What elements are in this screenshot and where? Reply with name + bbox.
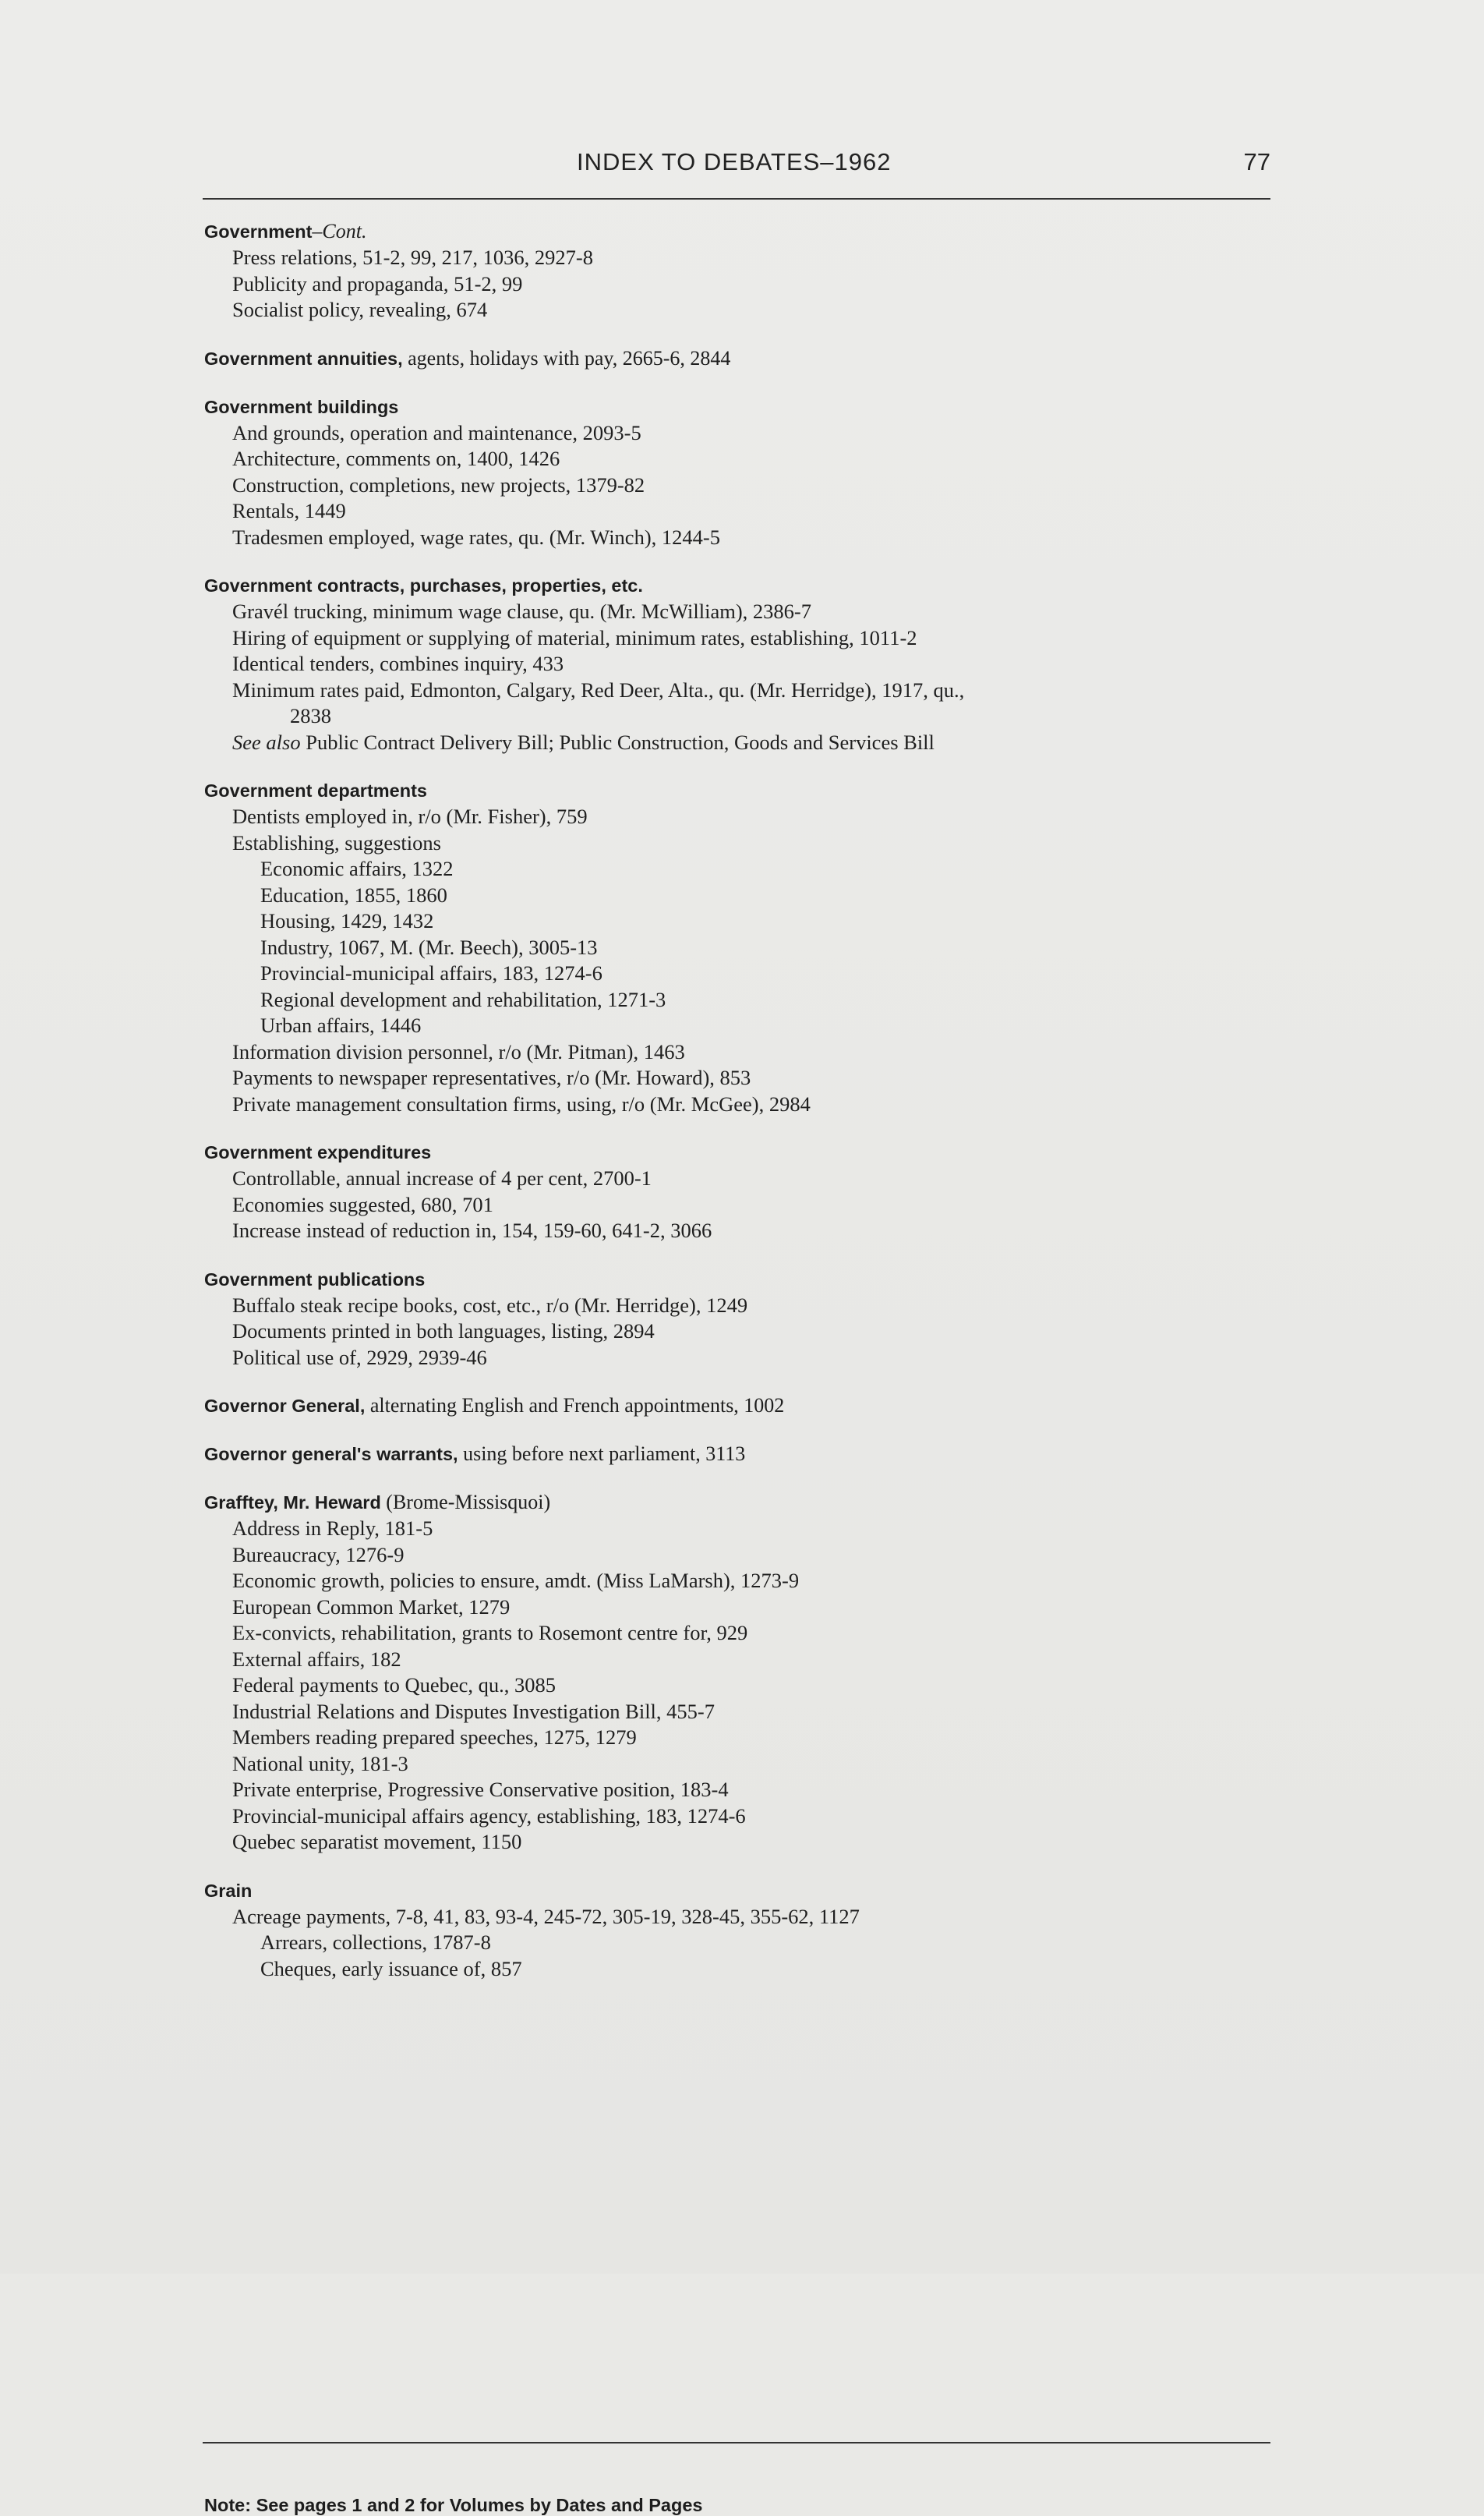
sub-subentry: Economic affairs, 1322 [260, 857, 454, 880]
sub-subentry: Housing, 1429, 1432 [260, 909, 434, 932]
sub-subentry: Regional development and rehabilitation, 1271-3 [260, 987, 666, 1011]
sub-subentry: Industry, 1067, M. (Mr. Beech), 3005-13 [260, 935, 598, 959]
subentry: National unity, 181-3 [232, 1751, 408, 1775]
subentry: Payments to newspaper representatives, r/o (Mr. Howard), 853 [232, 1066, 751, 1089]
entry-grafftey [204, 1489, 1280, 1856]
see-also-text: Public Contract Delivery Bill; Public Construction, Goods and Services Bill [300, 730, 935, 754]
entry-government-publications [204, 1266, 1280, 1371]
entry-heading: Grain [204, 1880, 253, 1901]
subentry: Establishing, suggestions [232, 830, 441, 855]
subentry: European Common Market, 1279 [232, 1594, 511, 1619]
header-rule [203, 198, 1270, 200]
subentry: And grounds, operation and maintenance, 2093-5 [232, 420, 641, 444]
entry-government-buildings [204, 394, 1280, 551]
footer-note: Note: See pages 1 and 2 for Volumes by Dates and Pages [204, 2495, 703, 2515]
entry-heading: Grafftey, Mr. Heward [204, 1492, 381, 1513]
subentry: Private management consultation firms, using, r/o (Mr. McGee), 2984 [232, 1092, 811, 1116]
see-also-reference [204, 730, 1280, 756]
heading-rest: using before next parliament, 3113 [458, 1442, 746, 1465]
entry-heading: Government contracts, purchases, properties, etc. [204, 575, 643, 596]
page-number: 77 [1243, 148, 1270, 175]
subentry: Industrial Relations and Disputes Investigation Bill, 455-7 [232, 1699, 715, 1723]
subentry: Provincial-municipal affairs agency, establishing, 183, 1274-6 [232, 1803, 746, 1828]
index-content [204, 218, 1280, 2004]
sub-subentry: Arrears, collections, 1787-8 [260, 1930, 491, 1954]
subentry: Construction, completions, new projects, 1379-82 [232, 472, 645, 497]
subentry: Minimum rates paid, Edmonton, Calgary, Red Deer, Alta., qu. (Mr. Herridge), 1917, qu., [232, 678, 965, 702]
subentry: Gravél trucking, minimum wage clause, qu. (Mr. McWilliam), 2386-7 [232, 600, 811, 623]
subentry: Buffalo steak recipe books, cost, etc., r/o (Mr. Herridge), 1249 [232, 1293, 748, 1317]
entry-government-expenditures [204, 1139, 1280, 1244]
subentry: Socialist policy, revealing, 674 [232, 298, 488, 321]
page-header [203, 148, 1270, 182]
subentry: Information division personnel, r/o (Mr. Pitman), 1463 [232, 1039, 685, 1063]
entry-grain [204, 1877, 1280, 1983]
subentry: Rentals, 1449 [232, 499, 346, 522]
sub-subentry: Cheques, early issuance of, 857 [260, 1956, 522, 1980]
subentry: Members reading prepared speeches, 1275, 1279 [232, 1725, 637, 1749]
entry-government-departments [204, 777, 1280, 1117]
entry-heading: Government annuities, [204, 348, 403, 369]
subentry: Controllable, annual increase of 4 per cent, 2700-1 [232, 1166, 652, 1190]
subentry: Quebec separatist movement, 1150 [232, 1830, 522, 1853]
sub-subentry: Education, 1855, 1860 [260, 883, 447, 907]
page-title: INDEX TO DEBATES–1962 [577, 148, 892, 175]
see-also-label: See also [232, 730, 301, 754]
entry-government-annuities [204, 345, 1280, 372]
entry-heading: Government [204, 221, 313, 242]
subentry-continuation: 2838 [290, 704, 331, 727]
heading-rest: alternating English and French appointments, 1002 [365, 1394, 785, 1417]
subentry: Economies suggested, 680, 701 [232, 1192, 493, 1216]
heading-suffix: –Cont. [312, 220, 367, 242]
subentry: Increase instead of reduction in, 154, 159-60, 641-2, 3066 [232, 1219, 712, 1242]
subentry: Bureaucracy, 1276-9 [232, 1542, 405, 1566]
subentry: Identical tenders, combines inquiry, 433 [232, 652, 564, 675]
sub-subentry: Urban affairs, 1446 [260, 1014, 422, 1037]
entry-governor-generals-warrants [204, 1441, 1280, 1467]
subentry: Economic growth, policies to ensure, amdt. (Miss LaMarsh), 1273-9 [232, 1569, 800, 1592]
entry-heading: Governor General, [204, 1396, 366, 1416]
subentry: Acreage payments, 7-8, 41, 83, 93-4, 245-72, 305-19, 328-45, 355-62, 1127 [232, 1904, 860, 1928]
entry-governor-general [204, 1392, 1280, 1419]
subentry: External affairs, 182 [232, 1647, 401, 1671]
heading-rest: (Brome-Missisquoi) [380, 1491, 551, 1513]
sub-subentry: Provincial-municipal affairs, 183, 1274-6 [260, 961, 602, 985]
entry-heading: Government departments [204, 780, 427, 801]
subentry: Hiring of equipment or supplying of material, minimum rates, establishing, 1011-2 [232, 625, 917, 649]
subentry: Publicity and propaganda, 51-2, 99 [232, 271, 523, 295]
subentry: Dentists employed in, r/o (Mr. Fisher), 759 [232, 805, 588, 828]
subentry: Address in Reply, 181-5 [232, 1516, 433, 1540]
entry-heading: Government expenditures [204, 1142, 432, 1162]
subentry: Federal payments to Quebec, qu., 3085 [232, 1673, 556, 1697]
subentry: Documents printed in both languages, listing, 2894 [232, 1319, 655, 1343]
subentry: Tradesmen employed, wage rates, qu. (Mr. Winch), 1244-5 [232, 525, 720, 549]
entry-government-contracts [204, 572, 1280, 756]
entry-heading: Government publications [204, 1269, 426, 1290]
subentry: Architecture, comments on, 1400, 1426 [232, 447, 560, 470]
entry-government-cont [204, 218, 1280, 324]
subentry: Political use of, 2929, 2939-46 [232, 1345, 487, 1369]
subentry: Private enterprise, Progressive Conservative position, 183-4 [232, 1778, 729, 1801]
entry-heading: Governor general's warrants, [204, 1444, 458, 1464]
footer-rule [203, 2442, 1270, 2443]
entry-heading: Government buildings [204, 396, 399, 417]
subentry: Ex-convicts, rehabilitation, grants to Rosemont centre for, 929 [232, 1621, 748, 1644]
heading-rest: agents, holidays with pay, 2665-6, 2844 [402, 346, 731, 370]
subentry: Press relations, 51-2, 99, 217, 1036, 2927-8 [232, 246, 593, 269]
